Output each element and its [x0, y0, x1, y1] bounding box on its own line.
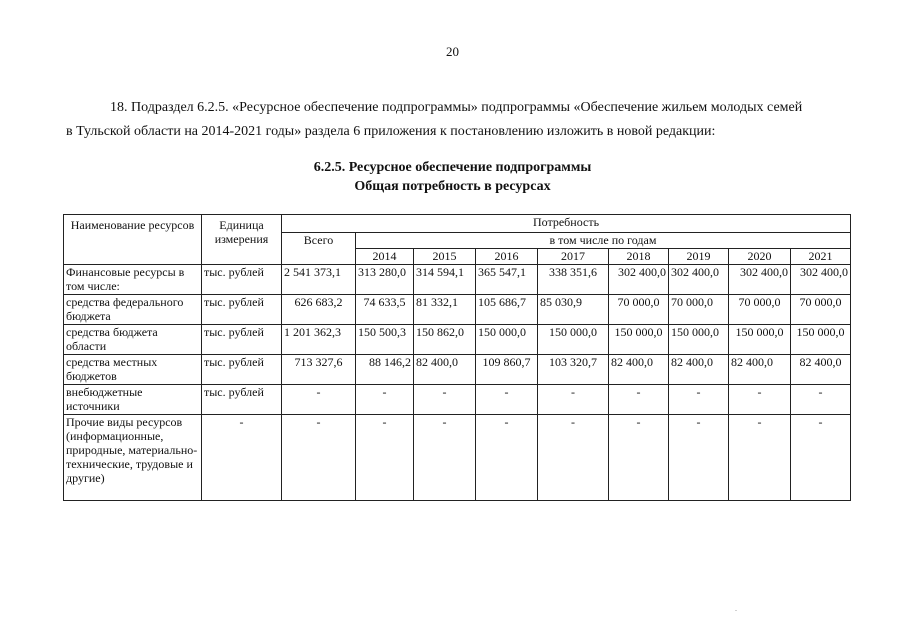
header-year: 2021 [791, 249, 851, 265]
year-value-cell: - [791, 415, 851, 501]
intro-paragraph [66, 96, 866, 144]
resources-table [63, 214, 851, 501]
total-cell: 713 327,6 [282, 355, 356, 385]
resource-name-cell: средства местных бюджетов [64, 355, 202, 385]
year-value-cell: 82 400,0 [609, 355, 669, 385]
total-cell: - [282, 415, 356, 501]
year-value-cell: 150 000,0 [609, 325, 669, 355]
header-year: 2017 [538, 249, 609, 265]
year-value-cell: - [476, 385, 538, 415]
total-cell: 626 683,2 [282, 295, 356, 325]
year-value-cell: - [669, 415, 729, 501]
year-value-cell: 150 500,3 [356, 325, 414, 355]
year-value-cell: - [729, 415, 791, 501]
year-value-cell: 302 400,0 [669, 265, 729, 295]
year-value-cell: 365 547,1 [476, 265, 538, 295]
unit-cell: - [202, 415, 282, 501]
table-row [64, 325, 851, 355]
unit-cell: тыс. рублей [202, 295, 282, 325]
year-value-cell: 338 351,6 [538, 265, 609, 295]
year-value-cell: 85 030,9 [538, 295, 609, 325]
header-by-years: в том числе по годам [356, 233, 851, 249]
year-value-cell: 82 400,0 [669, 355, 729, 385]
header-total: Всего [282, 233, 356, 265]
resource-name-cell: внебюджетные источники [64, 385, 202, 415]
year-value-cell: - [356, 385, 414, 415]
year-value-cell: - [669, 385, 729, 415]
year-value-cell: 314 594,1 [414, 265, 476, 295]
year-value-cell: 74 633,5 [356, 295, 414, 325]
resource-name-cell: Финансовые ресурсы в том числе: [64, 265, 202, 295]
year-value-cell: - [538, 415, 609, 501]
year-value-cell: 150 000,0 [791, 325, 851, 355]
year-value-cell: 82 400,0 [414, 355, 476, 385]
intro-line-2: в Тульской области на 2014-2021 годы» раздела 6 приложения к постановлению изложить в новой редакции: [66, 124, 716, 139]
year-value-cell: 150 862,0 [414, 325, 476, 355]
year-value-cell: 81 332,1 [414, 295, 476, 325]
header-year: 2018 [609, 249, 669, 265]
header-year: 2020 [729, 249, 791, 265]
total-cell: 1 201 362,3 [282, 325, 356, 355]
unit-cell: тыс. рублей [202, 385, 282, 415]
year-value-cell: 150 000,0 [669, 325, 729, 355]
year-value-cell: 302 400,0 [791, 265, 851, 295]
year-value-cell: - [414, 415, 476, 501]
table-row [64, 355, 851, 385]
year-value-cell: - [609, 385, 669, 415]
year-value-cell: 109 860,7 [476, 355, 538, 385]
year-value-cell: 70 000,0 [669, 295, 729, 325]
year-value-cell: - [609, 415, 669, 501]
year-value-cell: 70 000,0 [729, 295, 791, 325]
year-value-cell: 82 400,0 [729, 355, 791, 385]
header-year: 2014 [356, 249, 414, 265]
header-year: 2016 [476, 249, 538, 265]
year-value-cell: 150 000,0 [729, 325, 791, 355]
header-year: 2015 [414, 249, 476, 265]
header-year: 2019 [669, 249, 729, 265]
page-number: 20 [446, 44, 459, 59]
table-row [64, 415, 851, 501]
total-cell: 2 541 373,1 [282, 265, 356, 295]
section-subheading: Общая потребность в ресурсах [354, 179, 551, 194]
year-value-cell: 70 000,0 [791, 295, 851, 325]
year-value-cell: 70 000,0 [609, 295, 669, 325]
year-value-cell: 313 280,0 [356, 265, 414, 295]
year-value-cell: - [538, 385, 609, 415]
header-resource-name: Наименование ресурсов [64, 215, 202, 265]
total-cell: - [282, 385, 356, 415]
resource-name-cell: Прочие виды ресурсов (информационные, природные, материально-технические, трудовые и другие) [64, 415, 202, 501]
year-value-cell: 302 400,0 [609, 265, 669, 295]
intro-line-1: 18. Подраздел 6.2.5. «Ресурсное обеспечение подпрограммы» подпрограммы «Обеспечение жильем молодых семей [110, 100, 803, 115]
section-heading: 6.2.5. Ресурсное обеспечение подпрограммы [313, 160, 592, 175]
year-value-cell: 103 320,7 [538, 355, 609, 385]
year-value-cell: 88 146,2 [356, 355, 414, 385]
unit-cell: тыс. рублей [202, 265, 282, 295]
year-value-cell: - [356, 415, 414, 501]
year-value-cell: 105 686,7 [476, 295, 538, 325]
table-row [64, 385, 851, 415]
year-value-cell: - [476, 415, 538, 501]
header-unit: Единица измерения [202, 215, 282, 265]
unit-cell: тыс. рублей [202, 355, 282, 385]
header-need: Потребность [282, 215, 851, 233]
year-value-cell: 302 400,0 [729, 265, 791, 295]
scan-mark: . [735, 604, 737, 613]
year-value-cell: 82 400,0 [791, 355, 851, 385]
resource-name-cell: средства федерального бюджета [64, 295, 202, 325]
table-row [64, 265, 851, 295]
year-value-cell: - [729, 385, 791, 415]
table-row [64, 295, 851, 325]
resource-name-cell: средства бюджета области [64, 325, 202, 355]
year-value-cell: - [414, 385, 476, 415]
unit-cell: тыс. рублей [202, 325, 282, 355]
year-value-cell: 150 000,0 [538, 325, 609, 355]
year-value-cell: - [791, 385, 851, 415]
year-value-cell: 150 000,0 [476, 325, 538, 355]
